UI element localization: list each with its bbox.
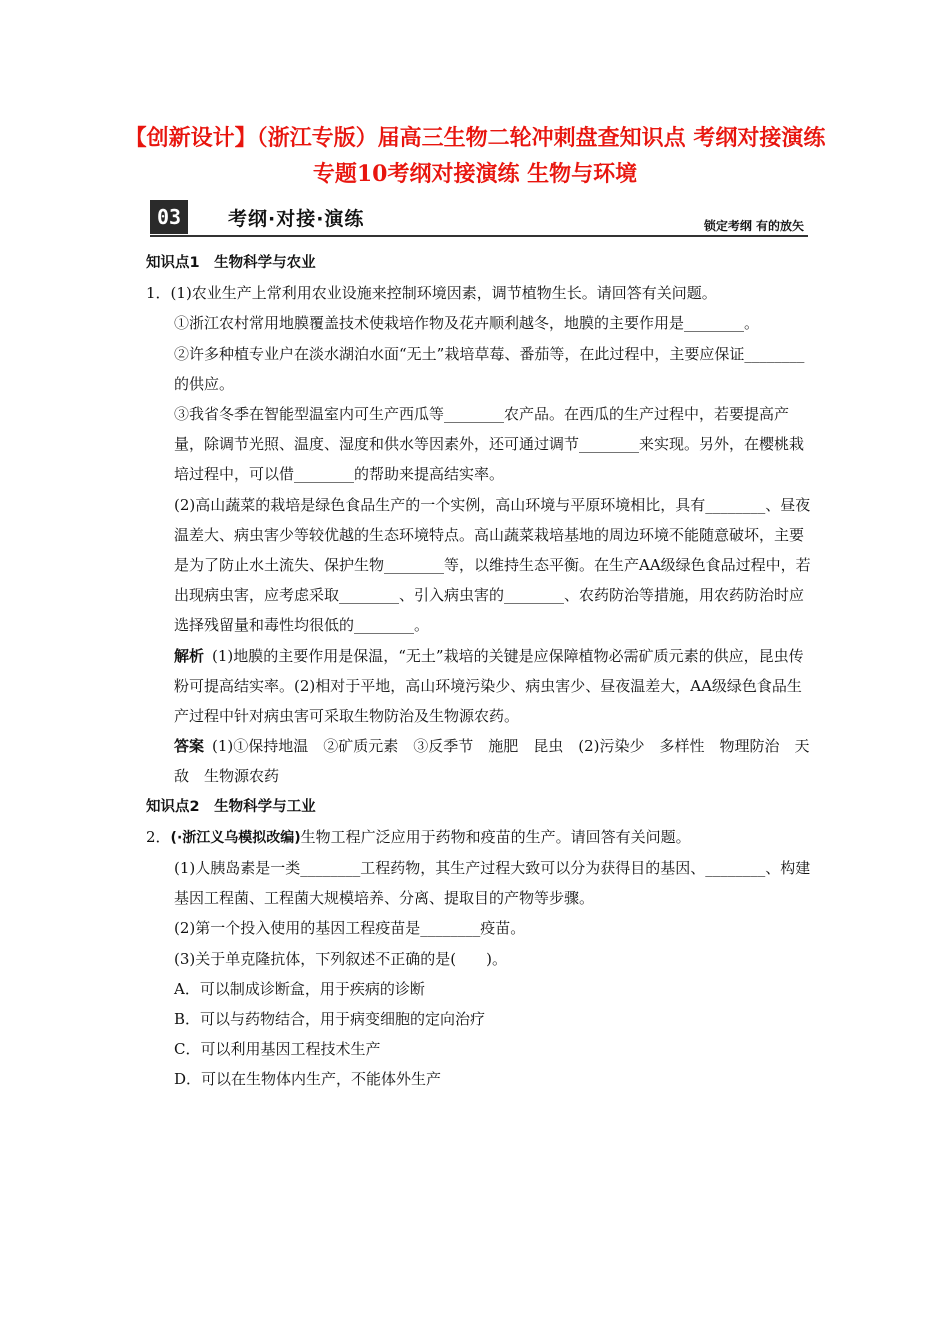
answer-label: 答案 <box>174 737 205 756</box>
knowledge-point-2-heading: 知识点2 生物科学与工业 <box>146 798 316 815</box>
question-1-item-2: ②许多种植专业户在淡水湖泊水面“无土”栽培草莓、番茄等，在此过程中，主要应保证________的供应。 <box>174 344 805 393</box>
option-d: D．可以在生物体内生产，不能体外生产 <box>174 1070 442 1089</box>
document-title: 【创新设计】（浙江专版）届高三生物二轮冲刺盘查知识点 考纲对接演练 专题10考纲对接演练 生物与环境 <box>124 125 826 187</box>
question-1-part-2: (2)高山蔬菜的栽培是绿色食品生产的一个实例，高山环境与平原环境相比，具有________、昼夜温差大、病虫害少等较优越的生态环境特点。高山蔬菜栽培基地的周边环境不能随意破坏，主要是为了防止水土流失、保护生物________等，以维持生态平衡。在生产AA级绿色食品过程中，若出现病虫害，应考虑采取________、引入病虫害的________、农药防治等措施，用农药防治时应选择残留量和毒性均很低的________。 <box>174 495 811 635</box>
section-number-badge: 03 <box>150 200 188 234</box>
question-1-item-3: ③我省冬季在智能型温室内可生产西瓜等________农产品。在西瓜的生产过程中，若要提高产量，除调节光照、温度、湿度和供水等因素外，还可通过调节________来实现。另外，在樱桃栽培过程中，可以借________的帮助来提高结实率。 <box>174 405 805 484</box>
document-body <box>146 248 811 1095</box>
knowledge-point-1-heading: 知识点1 生物科学与农业 <box>146 255 316 271</box>
section-banner <box>148 200 808 238</box>
question-1-stem: 1．(1)农业生产上常利用农业设施来控制环境因素，调节植物生长。请回答有关问题。 <box>146 284 717 303</box>
answer-text: (1)①保持地温 ②矿质元素 ③反季节 施肥 昆虫 (2)污染少 多样性 物理防治 天敌 生物源农药 <box>174 737 810 786</box>
option-a: A．可以制成诊断盒，用于疾病的诊断 <box>174 979 425 998</box>
analysis-text: (1)地膜的主要作用是保温，“无土”栽培的关键是应保障植物必需矿质元素的供应，昆虫传粉可提高结实率。(2)相对于平地，高山环境污染少、病虫害少、昼夜温差大，AA级绿色食品生产过程中针对病虫害可采取生物防治及生物源农药。 <box>174 646 804 726</box>
question-2-source: (·浙江义乌模拟改编) <box>170 829 301 846</box>
option-b: B．可以与药物结合，用于病变细胞的定向治疗 <box>174 1010 486 1029</box>
banner-rule <box>150 235 808 237</box>
option-c: C．可以利用基因工程技术生产 <box>174 1040 381 1059</box>
question-1-answer <box>146 731 811 791</box>
section-heading: 考纲·对接·演练 <box>228 208 365 230</box>
question-2-part-2: (2)第一个投入使用的基因工程疫苗是________疫苗。 <box>174 919 526 938</box>
question-2-text: 生物工程广泛应用于药物和疫苗的生产。请回答有关问题。 <box>300 827 691 846</box>
question-1-analysis <box>146 641 811 732</box>
question-2-part-1: (1)人胰岛素是一类________工程药物，其生产过程大致可以分为获得目的基因、________、构建基因工程菌、工程菌大规模培养、分离、提取目的产物等步骤。 <box>174 859 811 908</box>
analysis-label: 解析 <box>174 646 205 665</box>
question-1-item-1: ①浙江农村常用地膜覆盖技术使栽培作物及花卉顺利越冬，地膜的主要作用是________。 <box>174 314 760 333</box>
question-2-part-3: (3)关于单克隆抗体，下列叙述不正确的是( )。 <box>174 949 507 968</box>
question-2-stem <box>146 822 811 853</box>
section-subtitle: 锁定考纲 有的放矢 <box>703 219 804 233</box>
question-2-number: 2． <box>146 827 171 846</box>
